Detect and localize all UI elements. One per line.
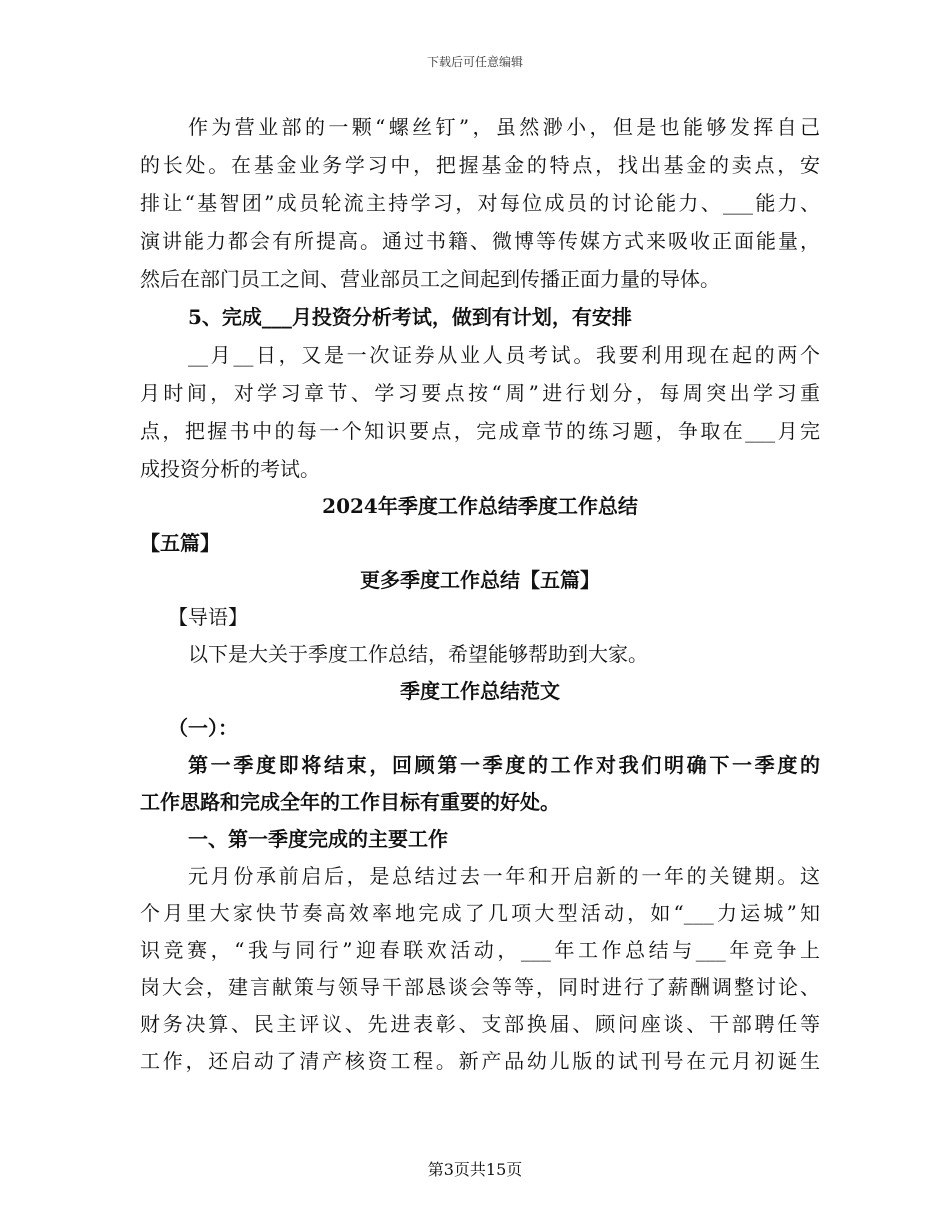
page-footer: 第3页共15页 [427, 1160, 523, 1179]
paragraph-line: 工作，还启动了清产核资工程。新产品幼儿版的试刊号在元月初诞生 [140, 1049, 820, 1073]
paragraph-line: 成投资分析的考试。 [140, 457, 320, 481]
section-heading: 5、完成___月投资分析考试，做到有计划，有安排 [188, 305, 632, 329]
paragraph-line: 的长处。在基金业务学习中，把握基金的特点，找出基金的卖点，安 [140, 153, 820, 177]
paragraph-line: 然后在部门员工之间、营业部员工之间起到传播正面力量的导体。 [140, 267, 720, 291]
document-title: 2024年季度工作总结季度工作总结 [322, 494, 638, 518]
title-suffix: 【五篇】 [140, 531, 220, 555]
paragraph-line: 岗大会，建言献策与领导干部恳谈会等等，同时进行了薪酬调整讨论、 [140, 975, 820, 999]
intro-label: 【导语】 [168, 605, 248, 629]
section-title: 季度工作总结范文 [400, 679, 560, 703]
paragraph-line: __月__日，又是一次证券从业人员考试。我要利用现在起的两个 [188, 343, 820, 367]
paragraph-line: 识竞赛，“我与同行”迎春联欢活动，___年工作总结与___年竞争上 [140, 938, 820, 962]
paragraph-line: 元月份承前启后，是总结过去一年和开启新的一年的关键期。这 [188, 864, 820, 888]
paragraph-line: 月时间，对学习章节、学习要点按“周”进行划分，每周突出学习重 [140, 381, 820, 405]
paragraph-line: 点，把握书中的每一个知识要点，完成章节的练习题，争取在___月完 [140, 419, 820, 443]
paragraph-line: 演讲能力都会有所提高。通过书籍、微博等传媒方式来吸收正面能量， [140, 229, 820, 253]
intro-text: 以下是大关于季度工作总结，希望能够帮助到大家。 [188, 642, 648, 666]
paragraph-line: 作为营业部的一颗“螺丝钉”，虽然渺小，但是也能够发挥自己 [188, 115, 820, 139]
paragraph-line: 个月里大家快节奏高效率地完成了几项大型活动，如“___力运城”知 [140, 901, 820, 925]
bold-paragraph-line: 第一季度即将结束，回顾第一季度的工作对我们明确下一季度的 [188, 753, 820, 777]
paragraph-line: 财务决算、民主评议、先进表彰、支部换届、顾问座谈、干部聘任等 [140, 1012, 820, 1036]
page-header: 下载后可任意编辑 [426, 55, 523, 69]
paragraph-line: 排让“基智团”成员轮流主持学习，对每位成员的讨论能力、___能力、 [140, 191, 820, 215]
subsection-label: （一）： [168, 716, 238, 740]
bold-paragraph-line: 工作思路和完成全年的工作目标有重要的好处。 [140, 790, 560, 814]
section-heading: 一、第一季度完成的主要工作 [188, 827, 448, 851]
subtitle: 更多季度工作总结【五篇】 [360, 568, 600, 592]
